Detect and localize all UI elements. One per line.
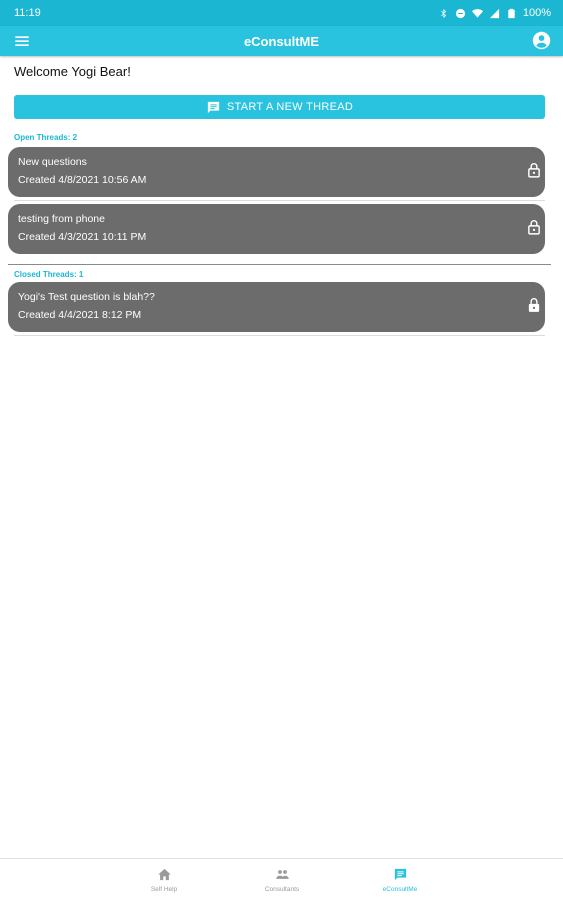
dnd-icon <box>455 8 466 19</box>
status-icons <box>438 7 551 19</box>
thread-item[interactable] <box>8 147 545 197</box>
signal-icon <box>489 8 500 19</box>
bluetooth-icon <box>438 8 449 19</box>
thread-item[interactable] <box>8 282 545 332</box>
start-new-thread-label: START A NEW THREAD <box>226 101 354 113</box>
chat-bubble-icon <box>393 867 408 882</box>
thread-created: Created 4/8/2021 10:56 AM <box>18 174 147 186</box>
open-threads-label: Open Threads: 2 <box>14 133 78 142</box>
chat-bubble-icon <box>206 100 221 115</box>
nav-item-self-help[interactable] <box>104 859 224 901</box>
battery-percent: 100% <box>522 7 551 19</box>
nav-label: eConsultMe <box>382 886 418 893</box>
status-time: 11:19 <box>14 7 41 19</box>
app-title: eConsultME <box>243 33 320 49</box>
nav-label: Self Help <box>150 886 178 893</box>
bottom-navigation <box>0 858 563 901</box>
wifi-icon <box>472 8 483 19</box>
thread-item[interactable] <box>8 204 545 254</box>
home-icon <box>157 867 172 882</box>
nav-item-consultants[interactable] <box>222 859 342 901</box>
hamburger-menu-icon[interactable] <box>14 33 30 49</box>
closed-threads-label: Closed Threads: 1 <box>14 270 84 279</box>
thread-title: testing from phone <box>18 213 105 225</box>
lock-closed-icon <box>527 297 541 313</box>
app-bar <box>0 26 563 56</box>
nav-item-econsultme[interactable] <box>340 859 460 901</box>
people-icon <box>275 867 290 882</box>
section-divider <box>8 264 551 265</box>
divider <box>14 335 545 336</box>
nav-label: Consultants <box>264 886 300 893</box>
status-bar <box>0 0 563 26</box>
lock-open-icon <box>527 162 541 178</box>
thread-title: New questions <box>18 156 87 168</box>
thread-title: Yogi's Test question is blah?? <box>18 291 155 303</box>
battery-icon <box>506 8 517 19</box>
start-new-thread-button[interactable] <box>14 95 545 119</box>
thread-created: Created 4/4/2021 8:12 PM <box>18 309 142 321</box>
account-circle-icon[interactable] <box>532 31 551 50</box>
welcome-text: Welcome Yogi Bear! <box>14 64 131 79</box>
divider <box>14 200 545 201</box>
lock-open-icon <box>527 219 541 235</box>
thread-created: Created 4/3/2021 10:11 PM <box>18 231 147 243</box>
